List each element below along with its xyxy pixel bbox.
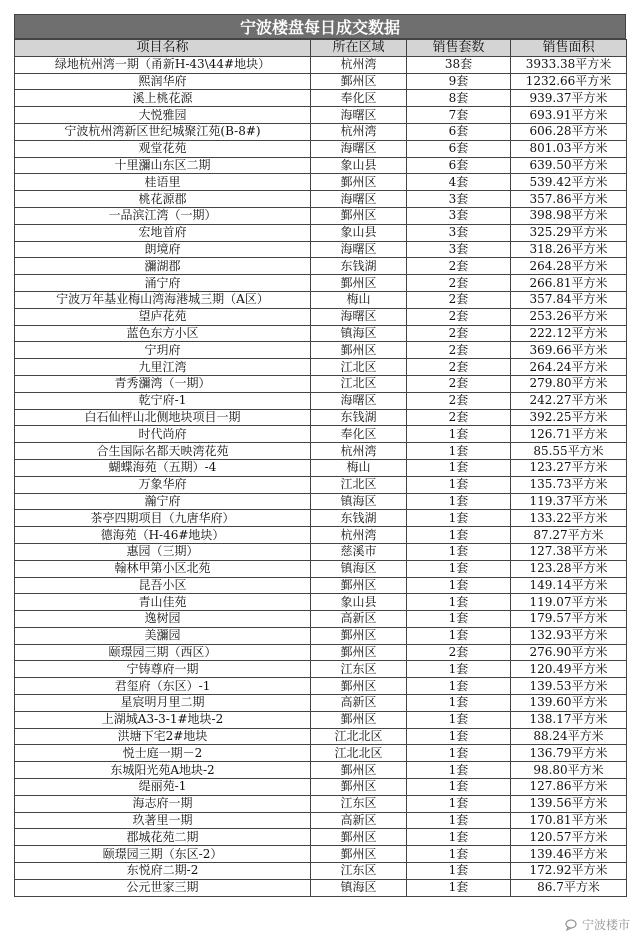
cell-area: 357.84平方米 <box>511 291 627 308</box>
table-row <box>15 795 627 812</box>
table-row <box>15 812 627 829</box>
cell-district: 鄞州区 <box>311 762 407 779</box>
cell-area: 88.24平方米 <box>511 728 627 745</box>
cell-area: 264.28平方米 <box>511 258 627 275</box>
table-row <box>15 308 627 325</box>
cell-project-name: 桂语里 <box>15 174 311 191</box>
cell-project-name: 东悦府二期-2 <box>15 863 311 880</box>
cell-units: 3套 <box>407 241 511 258</box>
table-row <box>15 543 627 560</box>
table-row <box>15 459 627 476</box>
cell-district: 鄞州区 <box>311 829 407 846</box>
cell-project-name: 溪上桃花源 <box>15 90 311 107</box>
cell-district: 江北区 <box>311 375 407 392</box>
cell-area: 222.12平方米 <box>511 325 627 342</box>
cell-area: 179.57平方米 <box>511 611 627 628</box>
table-row <box>15 224 627 241</box>
cell-district: 高新区 <box>311 695 407 712</box>
table-row <box>15 90 627 107</box>
cell-project-name: 十里瀰山东区二期 <box>15 157 311 174</box>
cell-district: 江东区 <box>311 863 407 880</box>
table-row <box>15 644 627 661</box>
cell-area: 266.81平方米 <box>511 275 627 292</box>
table-row <box>15 863 627 880</box>
cell-area: 139.56平方米 <box>511 795 627 812</box>
cell-project-name: 颐璟园三期（西区） <box>15 644 311 661</box>
cell-district: 海曙区 <box>311 241 407 258</box>
chat-bubble-icon <box>565 918 579 932</box>
table-row <box>15 342 627 359</box>
cell-project-name: 熙润华府 <box>15 73 311 90</box>
table-row <box>15 123 627 140</box>
cell-units: 1套 <box>407 745 511 762</box>
cell-project-name: 上湖城A3-3-1#地块-2 <box>15 711 311 728</box>
cell-district: 梅山 <box>311 291 407 308</box>
watermark <box>565 916 630 933</box>
cell-units: 2套 <box>407 275 511 292</box>
cell-area: 133.22平方米 <box>511 510 627 527</box>
table-row <box>15 745 627 762</box>
cell-district: 鄞州区 <box>311 577 407 594</box>
cell-units: 2套 <box>407 359 511 376</box>
table-row <box>15 779 627 796</box>
table-row <box>15 275 627 292</box>
cell-area: 606.28平方米 <box>511 123 627 140</box>
cell-units: 2套 <box>407 291 511 308</box>
cell-project-name: 望庐花苑 <box>15 308 311 325</box>
cell-project-name: 悦士庭一期－2 <box>15 745 311 762</box>
cell-units: 2套 <box>407 409 511 426</box>
cell-units: 1套 <box>407 812 511 829</box>
cell-project-name: 涌宁府 <box>15 275 311 292</box>
cell-district: 海曙区 <box>311 191 407 208</box>
cell-area: 801.03平方米 <box>511 140 627 157</box>
cell-project-name: 德海苑（H-46#地块） <box>15 527 311 544</box>
sales-sheet <box>14 14 626 897</box>
cell-district: 鄞州区 <box>311 207 407 224</box>
cell-area: 369.66平方米 <box>511 342 627 359</box>
cell-area: 325.29平方米 <box>511 224 627 241</box>
cell-units: 2套 <box>407 375 511 392</box>
cell-project-name: 宏地首府 <box>15 224 311 241</box>
cell-district: 镇海区 <box>311 325 407 342</box>
table-row <box>15 695 627 712</box>
cell-area: 693.91平方米 <box>511 107 627 124</box>
cell-project-name: 公元世家三期 <box>15 879 311 896</box>
column-header-project: 项目名称 <box>15 40 311 57</box>
table-row <box>15 140 627 157</box>
cell-project-name: 九里江湾 <box>15 359 311 376</box>
cell-units: 4套 <box>407 174 511 191</box>
table-row <box>15 560 627 577</box>
cell-units: 1套 <box>407 661 511 678</box>
cell-district: 杭州湾 <box>311 123 407 140</box>
cell-units: 9套 <box>407 73 511 90</box>
cell-area: 85.55平方米 <box>511 443 627 460</box>
cell-project-name: 绿地杭州湾一期（甬新H-43\44#地块） <box>15 56 311 73</box>
cell-project-name: 时代尚府 <box>15 426 311 443</box>
cell-area: 135.73平方米 <box>511 476 627 493</box>
cell-district: 镇海区 <box>311 493 407 510</box>
cell-units: 1套 <box>407 863 511 880</box>
cell-project-name: 朗境府 <box>15 241 311 258</box>
cell-district: 东钱湖 <box>311 510 407 527</box>
cell-project-name: 翰林甲第小区北苑 <box>15 560 311 577</box>
cell-units: 1套 <box>407 728 511 745</box>
watermark-text: 宁波楼市 <box>581 918 630 932</box>
cell-project-name: 昆吾小区 <box>15 577 311 594</box>
cell-units: 1套 <box>407 846 511 863</box>
cell-area: 123.27平方米 <box>511 459 627 476</box>
cell-district: 江东区 <box>311 795 407 812</box>
cell-area: 253.26平方米 <box>511 308 627 325</box>
cell-area: 87.27平方米 <box>511 527 627 544</box>
cell-district: 海曙区 <box>311 140 407 157</box>
cell-area: 539.42平方米 <box>511 174 627 191</box>
cell-units: 1套 <box>407 459 511 476</box>
cell-area: 139.60平方米 <box>511 695 627 712</box>
cell-district: 鄞州区 <box>311 174 407 191</box>
cell-project-name: 蓝色东方小区 <box>15 325 311 342</box>
cell-project-name: 宁铸尊府一期 <box>15 661 311 678</box>
table-row <box>15 678 627 695</box>
cell-district: 奉化区 <box>311 90 407 107</box>
cell-units: 2套 <box>407 258 511 275</box>
cell-project-name: 大悦雅园 <box>15 107 311 124</box>
cell-district: 杭州湾 <box>311 443 407 460</box>
cell-units: 3套 <box>407 191 511 208</box>
cell-district: 海曙区 <box>311 308 407 325</box>
cell-units: 1套 <box>407 493 511 510</box>
cell-project-name: 万象华府 <box>15 476 311 493</box>
cell-project-name: 君玺府（东区）-1 <box>15 678 311 695</box>
column-header-district: 所在区域 <box>311 40 407 57</box>
cell-units: 1套 <box>407 577 511 594</box>
cell-area: 120.57平方米 <box>511 829 627 846</box>
cell-project-name: 缇丽苑-1 <box>15 779 311 796</box>
cell-area: 242.27平方米 <box>511 392 627 409</box>
cell-area: 138.17平方米 <box>511 711 627 728</box>
cell-area: 120.49平方米 <box>511 661 627 678</box>
table-row <box>15 409 627 426</box>
cell-district: 江北北区 <box>311 728 407 745</box>
cell-units: 1套 <box>407 779 511 796</box>
cell-area: 119.37平方米 <box>511 493 627 510</box>
cell-district: 东钱湖 <box>311 258 407 275</box>
cell-project-name: 洪塘下宅2#地块 <box>15 728 311 745</box>
table-row <box>15 157 627 174</box>
cell-units: 38套 <box>407 56 511 73</box>
cell-area: 398.98平方米 <box>511 207 627 224</box>
cell-district: 高新区 <box>311 611 407 628</box>
cell-area: 392.25平方米 <box>511 409 627 426</box>
cell-project-name: 惠园（三期） <box>15 543 311 560</box>
cell-units: 7套 <box>407 107 511 124</box>
column-header-units: 销售套数 <box>407 40 511 57</box>
cell-project-name: 颐璟园三期（东区-2） <box>15 846 311 863</box>
cell-district: 鄞州区 <box>311 644 407 661</box>
cell-area: 170.81平方米 <box>511 812 627 829</box>
cell-units: 8套 <box>407 90 511 107</box>
cell-area: 939.37平方米 <box>511 90 627 107</box>
table-row <box>15 627 627 644</box>
cell-district: 鄞州区 <box>311 678 407 695</box>
cell-units: 1套 <box>407 543 511 560</box>
cell-area: 172.92平方米 <box>511 863 627 880</box>
table-row <box>15 258 627 275</box>
cell-units: 6套 <box>407 157 511 174</box>
sheet-title: 宁波楼盘每日成交数据 <box>14 14 626 39</box>
cell-district: 象山县 <box>311 224 407 241</box>
cell-district: 象山县 <box>311 594 407 611</box>
cell-project-name: 星宸明月里二期 <box>15 695 311 712</box>
table-row <box>15 291 627 308</box>
table-row <box>15 443 627 460</box>
cell-units: 1套 <box>407 594 511 611</box>
table-row <box>15 375 627 392</box>
table-row <box>15 207 627 224</box>
cell-project-name: 观堂花苑 <box>15 140 311 157</box>
table-row <box>15 56 627 73</box>
cell-area: 98.80平方米 <box>511 762 627 779</box>
cell-units: 1套 <box>407 426 511 443</box>
cell-units: 1套 <box>407 829 511 846</box>
cell-area: 1232.66平方米 <box>511 73 627 90</box>
cell-project-name: 合生国际名都天映湾花苑 <box>15 443 311 460</box>
cell-district: 海曙区 <box>311 392 407 409</box>
table-row <box>15 846 627 863</box>
table-row <box>15 711 627 728</box>
cell-area: 276.90平方米 <box>511 644 627 661</box>
table-row <box>15 476 627 493</box>
cell-district: 慈溪市 <box>311 543 407 560</box>
table-row <box>15 594 627 611</box>
cell-area: 357.86平方米 <box>511 191 627 208</box>
column-header-area: 销售面积 <box>511 40 627 57</box>
cell-project-name: 宁波杭州湾新区世纪城聚江苑(B-8#) <box>15 123 311 140</box>
cell-units: 2套 <box>407 308 511 325</box>
cell-units: 1套 <box>407 627 511 644</box>
table-row <box>15 829 627 846</box>
cell-district: 高新区 <box>311 812 407 829</box>
cell-area: 136.79平方米 <box>511 745 627 762</box>
cell-units: 1套 <box>407 678 511 695</box>
cell-district: 海曙区 <box>311 107 407 124</box>
cell-district: 江北区 <box>311 359 407 376</box>
cell-project-name: 乾宁府-1 <box>15 392 311 409</box>
table-row <box>15 191 627 208</box>
cell-units: 3套 <box>407 224 511 241</box>
cell-area: 149.14平方米 <box>511 577 627 594</box>
cell-project-name: 青山佳苑 <box>15 594 311 611</box>
cell-units: 2套 <box>407 644 511 661</box>
cell-district: 象山县 <box>311 157 407 174</box>
cell-units: 3套 <box>407 207 511 224</box>
cell-district: 江东区 <box>311 661 407 678</box>
cell-area: 123.28平方米 <box>511 560 627 577</box>
cell-units: 1套 <box>407 510 511 527</box>
table-row <box>15 392 627 409</box>
cell-area: 279.80平方米 <box>511 375 627 392</box>
cell-area: 318.26平方米 <box>511 241 627 258</box>
header-row <box>15 40 627 57</box>
cell-project-name: 玖著里一期 <box>15 812 311 829</box>
cell-units: 1套 <box>407 443 511 460</box>
cell-units: 1套 <box>407 711 511 728</box>
cell-area: 132.93平方米 <box>511 627 627 644</box>
cell-project-name: 宁波万年基业梅山湾海港城三期（A区） <box>15 291 311 308</box>
cell-project-name: 海志府一期 <box>15 795 311 812</box>
cell-project-name: 蝴蝶海苑（五期）-4 <box>15 459 311 476</box>
cell-units: 1套 <box>407 695 511 712</box>
cell-area: 139.53平方米 <box>511 678 627 695</box>
cell-district: 鄞州区 <box>311 779 407 796</box>
cell-units: 2套 <box>407 342 511 359</box>
cell-area: 3933.38平方米 <box>511 56 627 73</box>
cell-units: 6套 <box>407 123 511 140</box>
cell-units: 1套 <box>407 560 511 577</box>
table-row <box>15 762 627 779</box>
cell-project-name: 一品滨江湾（一期） <box>15 207 311 224</box>
cell-district: 鄞州区 <box>311 711 407 728</box>
cell-district: 鄞州区 <box>311 846 407 863</box>
cell-district: 奉化区 <box>311 426 407 443</box>
cell-district: 杭州湾 <box>311 527 407 544</box>
table-row <box>15 426 627 443</box>
cell-units: 1套 <box>407 879 511 896</box>
table-row <box>15 611 627 628</box>
table-row <box>15 510 627 527</box>
cell-area: 127.86平方米 <box>511 779 627 796</box>
cell-project-name: 桃花源郡 <box>15 191 311 208</box>
cell-project-name: 瀚宁府 <box>15 493 311 510</box>
table-row <box>15 325 627 342</box>
cell-units: 6套 <box>407 140 511 157</box>
cell-area: 127.38平方米 <box>511 543 627 560</box>
cell-district: 杭州湾 <box>311 56 407 73</box>
cell-project-name: 青秀瀰湾（一期） <box>15 375 311 392</box>
cell-project-name: 宁玥府 <box>15 342 311 359</box>
table-row <box>15 241 627 258</box>
cell-project-name: 茶亭四期项目（九唐华府） <box>15 510 311 527</box>
table-row <box>15 174 627 191</box>
table-row <box>15 879 627 896</box>
cell-project-name: 东城阳光苑A地块-2 <box>15 762 311 779</box>
cell-units: 1套 <box>407 611 511 628</box>
cell-district: 江北区 <box>311 476 407 493</box>
cell-area: 126.71平方米 <box>511 426 627 443</box>
cell-project-name: 郡城花苑二期 <box>15 829 311 846</box>
cell-units: 2套 <box>407 392 511 409</box>
cell-project-name: 逸树园 <box>15 611 311 628</box>
table-row <box>15 493 627 510</box>
cell-area: 119.07平方米 <box>511 594 627 611</box>
cell-district: 东钱湖 <box>311 409 407 426</box>
table-row <box>15 661 627 678</box>
cell-units: 1套 <box>407 476 511 493</box>
cell-district: 梅山 <box>311 459 407 476</box>
cell-units: 1套 <box>407 762 511 779</box>
cell-project-name: 瀰湖郡 <box>15 258 311 275</box>
cell-project-name: 白石仙枰山北侧地块项目一期 <box>15 409 311 426</box>
cell-project-name: 美瀰园 <box>15 627 311 644</box>
table-row <box>15 73 627 90</box>
cell-area: 639.50平方米 <box>511 157 627 174</box>
table-row <box>15 728 627 745</box>
cell-area: 86.7平方米 <box>511 879 627 896</box>
table-row <box>15 107 627 124</box>
cell-district: 镇海区 <box>311 560 407 577</box>
table-row <box>15 577 627 594</box>
cell-district: 鄞州区 <box>311 73 407 90</box>
cell-area: 139.46平方米 <box>511 846 627 863</box>
cell-units: 1套 <box>407 795 511 812</box>
cell-units: 1套 <box>407 527 511 544</box>
sales-table <box>14 39 627 897</box>
table-row <box>15 359 627 376</box>
cell-area: 264.24平方米 <box>511 359 627 376</box>
table-row <box>15 527 627 544</box>
cell-district: 镇海区 <box>311 879 407 896</box>
cell-district: 江北北区 <box>311 745 407 762</box>
cell-units: 2套 <box>407 325 511 342</box>
cell-district: 鄞州区 <box>311 627 407 644</box>
cell-district: 鄞州区 <box>311 275 407 292</box>
cell-district: 鄞州区 <box>311 342 407 359</box>
